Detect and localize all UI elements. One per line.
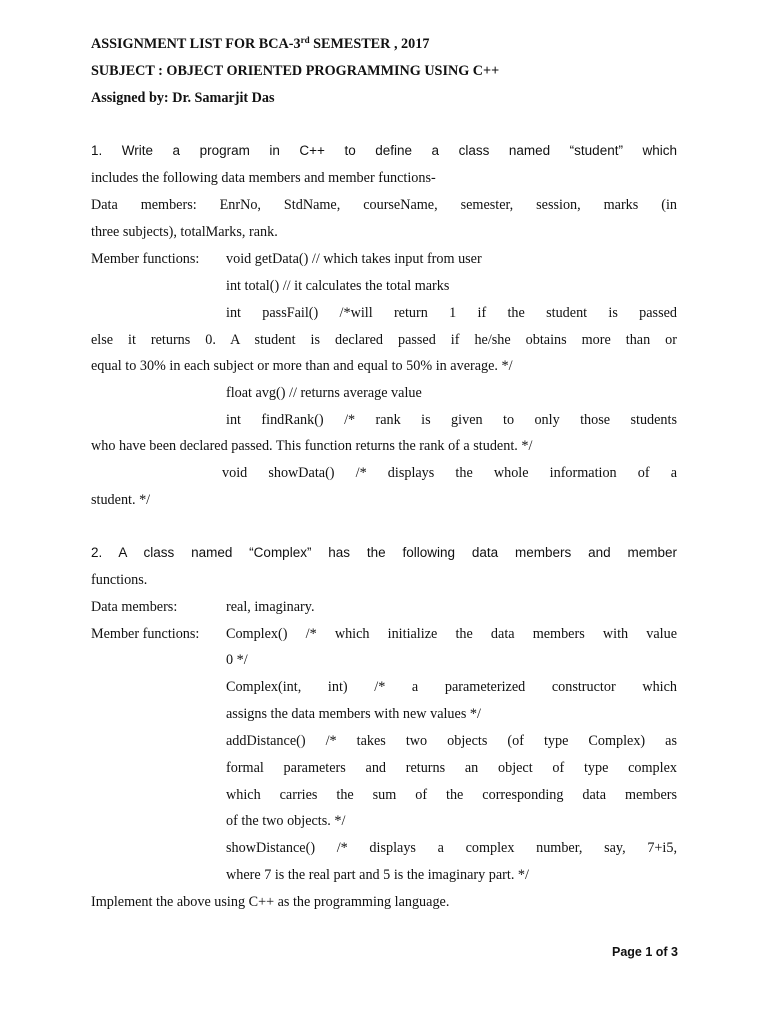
q2-default-constructor-line1: Complex() /* which initialize the data members with value (226, 626, 677, 642)
q1-avg: float avg() // returns average value (226, 385, 422, 401)
q1-findrank-line1: int findRank() /* rank is given to only those students (226, 412, 677, 428)
q1-passfail-line2: else it returns 0. A student is declared passed if he/she obtains more than or (91, 332, 677, 348)
q2-closing-instruction: Implement the above using C++ as the programming language. (91, 894, 450, 910)
title-superscript: rd (300, 35, 310, 45)
q1-data-members-line1: Data members: EnrNo, StdName, courseName, semester, session, marks (in (91, 197, 677, 213)
q1-findrank-line2: who have been declared passed. This function returns the rank of a student. */ (91, 438, 533, 454)
q1-showdata-line2: student. */ (91, 492, 151, 508)
assigned-by: Assigned by: Dr. Samarjit Das (91, 90, 275, 106)
q1-showdata-line1: void showData() /* displays the whole information of a (222, 465, 677, 481)
q2-param-constructor-line1: Complex(int, int) /* a parameterized constructor which (226, 679, 677, 695)
q2-intro-line1: 2. A class named “Complex” has the following data members and member (91, 545, 677, 560)
q1-intro-line2: includes the following data members and member functions- (91, 170, 436, 186)
q2-data-members-value: real, imaginary. (226, 599, 315, 615)
q2-param-constructor-line2: assigns the data members with new values */ (226, 706, 481, 722)
title-text-end: SEMESTER , 2017 (309, 36, 430, 52)
q2-member-functions-label: Member functions: (91, 626, 200, 642)
q2-adddistance-line1: addDistance() /* takes two objects (of type Complex) as (226, 733, 677, 749)
q2-showdistance-line2: where 7 is the real part and 5 is the imaginary part. */ (226, 867, 529, 883)
q1-getdata: void getData() // which takes input from user (226, 251, 482, 267)
q2-intro-line2: functions. (91, 572, 148, 588)
q1-intro-line1: 1. Write a program in C++ to define a class named “student” which (91, 143, 677, 158)
q1-total: int total() // it calculates the total marks (226, 278, 450, 294)
subject-heading: SUBJECT : OBJECT ORIENTED PROGRAMMING USING C++ (91, 63, 500, 79)
title-text: ASSIGNMENT LIST FOR BCA-3 (91, 36, 301, 52)
page-number: Page 1 of 3 (612, 945, 678, 959)
q2-showdistance-line1: showDistance() /* displays a complex number, say, 7+i5, (226, 840, 677, 856)
q2-default-constructor-line2: 0 */ (226, 652, 248, 668)
q1-passfail-line1: int passFail() /*will return 1 if the student is passed (226, 305, 677, 321)
q1-data-members-line2: three subjects), totalMarks, rank. (91, 224, 278, 240)
q2-data-members-label: Data members: (91, 599, 178, 615)
q1-member-functions-label: Member functions: (91, 251, 200, 267)
q1-passfail-line3: equal to 30% in each subject or more than and equal to 50% in average. */ (91, 358, 513, 374)
q2-adddistance-line3: which carries the sum of the corresponding data members (226, 787, 677, 803)
assignment-title (91, 35, 429, 53)
q2-adddistance-line4: of the two objects. */ (226, 813, 346, 829)
q2-adddistance-line2: formal parameters and returns an object of type complex (226, 760, 677, 776)
